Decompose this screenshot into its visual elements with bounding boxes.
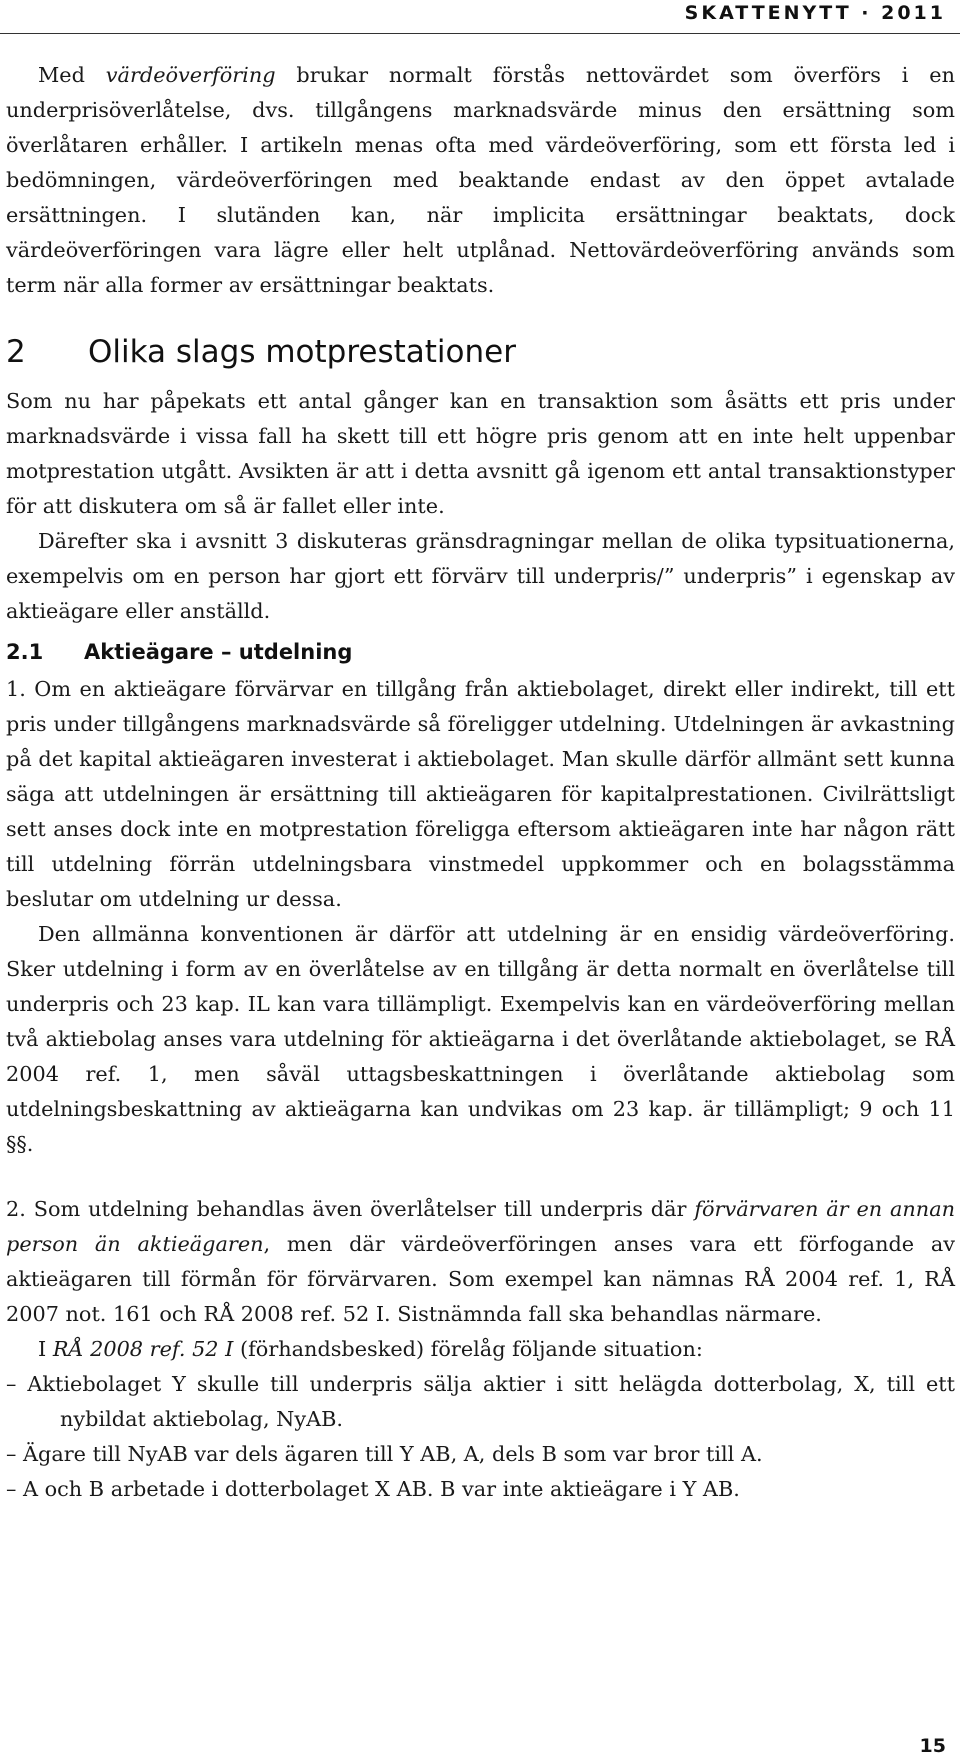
case-reference: RÅ 2008 ref. 52 I [52, 1337, 234, 1361]
section-2-1-body-a [6, 672, 955, 1162]
section-2-1-paragraph-1: 1. Om en aktieägare förvärvar en tillgång från aktiebolaget, direkt eller indirekt, till ett pris under tillgångens marknadsvärde så föreligger utdelning. Utdelningen är avkastning på det kapital aktieägaren investerat i aktiebolaget. Man skulle därför allmänt sett kunna säga att utdelningen är ersättning till aktieägaren för kapitalprestationen. Civilrättsligt sett anses dock inte en motprestation föreligga eftersom aktieägaren inte har någon rätt till utdelning förrän utdelningsbara vinstmedel uppkommer och en bolagsstämma beslutar om utdelning ur dessa. [6, 677, 955, 911]
bullet-item: – Ägare till NyAB var dels ägaren till Y AB, A, dels B som var bror till A. [6, 1442, 763, 1466]
bullet-item: – Aktiebolaget Y skulle till underpris sälja aktier i sitt helägda dotterbolag, X, till ett nybildat aktiebolag, NyAB. [6, 1372, 955, 1431]
running-head: SKATTENYTT · 2011 [684, 2, 946, 24]
section-2-heading [6, 334, 516, 370]
section-2-1-body-b [6, 1192, 955, 1507]
bullet-item: – A och B arbetade i dotterbolaget X AB. B var inte aktieägare i Y AB. [6, 1477, 740, 1501]
section-2-number: 2 [6, 334, 26, 370]
section-2-paragraph-1: Som nu har påpekats ett antal gånger kan en transaktion som åsätts ett pris under marknadsvärde i vissa fall ha skett till ett högre pris genom att en inte helt uppenbar motprestation utgått. Avsikten är att i detta avsnitt gå igenom ett antal transaktionstyper för att diskutera om så är fallet eller inte. [6, 389, 955, 518]
section-2-1-heading [6, 640, 352, 664]
page-number: 15 [919, 1735, 946, 1757]
section-2-body [6, 384, 955, 629]
section-2-1-paragraph-2: Den allmänna konventionen är därför att utdelning är en ensidig värdeöverföring. Sker utdelning i form av en överlåtelse av en tillgång är detta normalt en överlåtelse till underpris och 23 kap. IL kan vara tillämpligt. Exempelvis kan en värdeöverföring mellan två aktiebolag anses vara utdelning för aktieägarna i det överlåtande aktiebolaget, se RÅ 2004 ref. 1, men såväl uttagsbeskattningen i överlåtande aktiebolag som utdelningsbeskattning av aktieägarna kan undvikas om 23 kap. är tillämpligt; 9 och 11 §§. [6, 922, 955, 1156]
section-2-1-title: Aktieägare – utdelning [84, 640, 353, 664]
section-2-1-paragraph-4: I RÅ 2008 ref. 52 I (förhandsbesked) förelåg följande situation: [38, 1337, 703, 1361]
intro-paragraph [6, 58, 955, 303]
emphasis-acquirer: förvärvaren är en annan person än aktieägaren [6, 1197, 955, 1256]
section-2-title: Olika slags motprestationer [88, 334, 516, 370]
intro-text-a: Med [38, 63, 106, 87]
section-2-1-number: 2.1 [6, 640, 44, 664]
header-rule [0, 33, 960, 34]
section-2-paragraph-2: Därefter ska i avsnitt 3 diskuteras gränsdragningar mellan de olika typsituationerna, exempelvis om en person har gjort ett förvärv till underpris/” underpris” i egenskap av aktieägare eller anställd. [6, 529, 955, 623]
section-2-1-paragraph-3: 2. Som utdelning behandlas även överlåtelser till underpris där förvärvaren är en annan person än aktieägaren, men där värdeöverföringen anses vara ett förfogande av aktieägaren till förmån för förvärvaren. Som exempel kan nämnas RÅ 2004 ref. 1, RÅ 2007 not. 161 och RÅ 2008 ref. 52 I. Sistnämnda fall ska behandlas närmare. [6, 1197, 955, 1326]
intro-text-b: brukar normalt förstås nettovärdet som överförs i en underprisöverlåtelse, dvs. tillgångens marknadsvärde minus den ersättning som överlåtaren erhåller. I artikeln menas ofta med värdeöverföring, som ett första led i bedömningen, värdeöverföringen med beaktande endast av den öppet avtalade ersättningen. I slutänden kan, när implicita ersättningar beaktats, dock värdeöverföringen vara lägre eller helt utplånad. Nettovärdeöverföring används som term när alla former av ersättningar beaktats. [6, 63, 955, 297]
intro-term: värdeöverföring [105, 63, 276, 87]
